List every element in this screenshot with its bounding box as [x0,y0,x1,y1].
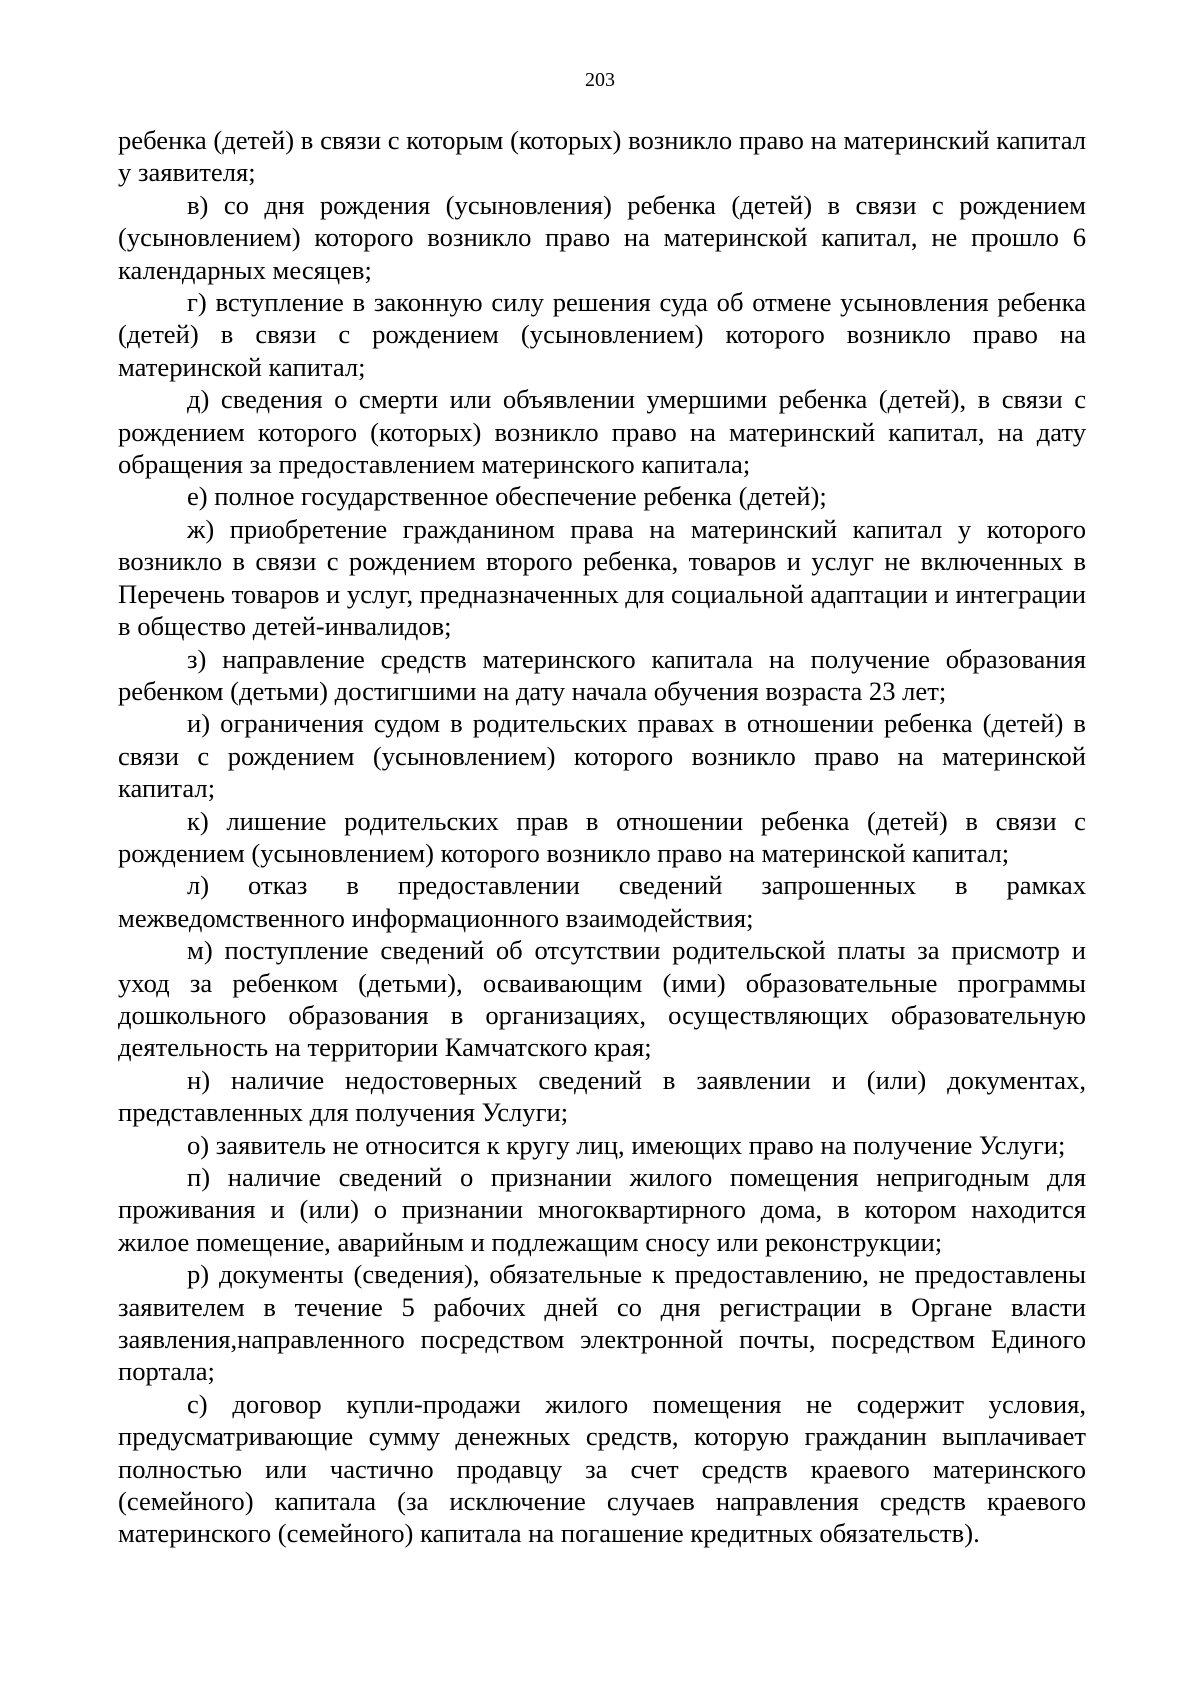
list-item-d: д) сведения о смерти или объявлении умершими ребенка (детей), в связи с рождением которого (которых) возникло право на материнский капитал, на дату обращения за предоставлением материнского капитала; [118,384,1086,480]
paragraph-continuation: ребенка (детей) в связи с которым (которых) возникло право на материнский капитал у заявителя; [118,125,1086,188]
list-item-n: н) наличие недостоверных сведений в заявлении и (или) документах, представленных для получения Услуги; [118,1064,1086,1128]
list-item-k: к) лишение родительских прав в отношении ребенка (детей) в связи с рождением (усыновлением) которого возникло право на материнской капитал; [118,805,1086,868]
list-item-s: с) договор купли-продажи жилого помещения не содержит условия, предусматривающие сумму денежных средств, которую гражданин выплачивает полностью или частично продавцу за счет средств краевого материнского (семейного) капитала (за исключение случаев направления средств краевого материнского (семейного) капитала на погашение кредитных обязательств). [118,1388,1086,1549]
list-item-e: е) полное государственное обеспечение ребенка (детей); [187,481,827,512]
list-item-z: з) направление средств материнского капитала на получение образования ребенком (детьми) достигшими на дату начала обучения возраста 23 лет; [118,643,1086,706]
list-item-zh: ж) приобретение гражданином права на материнский капитал у которого возникло в связи с рождением второго ребенка, товаров и услуг не включенных в Перечень товаров и услуг, предназначенных для социальной адаптации и интеграции в общество детей-инвалидов; [118,513,1086,642]
list-item-p: п) наличие сведений о признании жилого помещения непригодным для проживания и (или) о признании многоквартирного дома, в котором находится жилое помещение, аварийным и подлежащим сносу или реконструкции; [118,1162,1086,1257]
list-item-l: л) отказ в предоставлении сведений запрошенных в рамках межведомственного информационного взаимодействия; [118,870,1086,933]
list-item-r: р) документы (сведения), обязательные к предоставлению, не предоставлены заявителем в течение 5 рабочих дней со дня регистрации в Органе власти заявления,направленного посредством электронной почты, посредством Единого портала; [118,1259,1086,1387]
page-number: 203 [585,69,615,91]
list-item-o: о) заявитель не относится к кругу лиц, имеющих право на получение Услуги; [187,1129,1066,1160]
list-item-v: в) со дня рождения (усыновления) ребенка (детей) в связи с рождением (усыновлением) которого возникло право на материнской капитал, не прошло 6 календарных месяцев; [118,189,1086,285]
list-item-i: и) ограничения судом в родительских правах в отношении ребенка (детей) в связи с рождением (усыновлением) которого возникло право на материнской капитал; [118,708,1086,804]
body-text [118,124,1086,1550]
list-item-m: м) поступление сведений об отсутствии родительской платы за присмотр и уход за ребенком (детьми), осваивающим (ими) образовательные программы дошкольного образования в организациях, осуществляющих образовательную деятельность на территории Камчатского края; [118,935,1086,1063]
list-item-g: г) вступление в законную силу решения суда об отмене усыновления ребенка (детей) в связи с рождением (усыновлением) которого возникло право на материнской капитал; [118,287,1086,382]
